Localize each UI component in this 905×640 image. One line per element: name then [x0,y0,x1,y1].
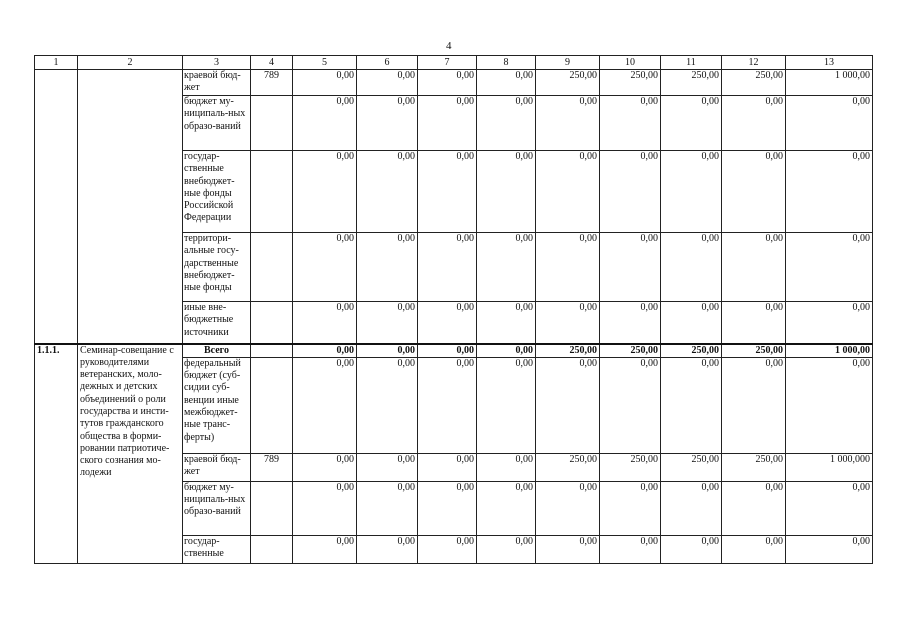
row-name-cell [78,70,183,344]
value-cell: 0,00 [600,481,661,535]
value-cell: 250,00 [661,344,722,358]
row-number-cell [35,70,78,344]
value-cell: 0,00 [786,151,873,233]
value-cell: 0,00 [786,96,873,151]
value-cell: 0,00 [722,151,786,233]
value-cell: 0,00 [600,151,661,233]
value-cell: 0,00 [661,481,722,535]
value-cell: 0,00 [661,357,722,453]
col-header: 5 [293,56,357,70]
value-cell: 0,00 [357,151,418,233]
value-cell: 0,00 [661,233,722,302]
value-cell: 0,00 [357,302,418,344]
value-cell: 0,00 [357,344,418,358]
value-cell: 0,00 [722,357,786,453]
value-cell: 0,00 [418,302,477,344]
value-cell: 0,00 [477,70,536,96]
value-cell: 0,00 [661,96,722,151]
value-cell: 250,00 [661,453,722,481]
budget-code: 789 [251,453,293,481]
col-header: 10 [600,56,661,70]
value-cell: 250,00 [600,70,661,96]
value-cell: 0,00 [418,453,477,481]
col-header: 8 [477,56,536,70]
col-header: 3 [183,56,251,70]
funding-source: территори-альные госу-дарственные внебюджет-ные фонды [183,233,251,302]
value-cell: 0,00 [293,481,357,535]
value-cell: 0,00 [357,70,418,96]
value-cell: 0,00 [477,535,536,563]
col-header: 6 [357,56,418,70]
budget-code [251,481,293,535]
value-cell: 0,00 [293,344,357,358]
funding-source: государ-ственные [183,535,251,563]
value-cell: 0,00 [293,357,357,453]
value-cell: 0,00 [357,233,418,302]
row-number-cell: 1.1.1. [35,344,78,564]
value-cell: 250,00 [661,70,722,96]
value-cell: 0,00 [477,96,536,151]
table-row-total [35,344,873,358]
value-cell: 0,00 [293,302,357,344]
funding-source: иные вне-бюджетные источники [183,302,251,344]
value-cell: 0,00 [661,535,722,563]
value-cell: 0,00 [418,357,477,453]
budget-code [251,357,293,453]
value-cell: 250,00 [536,70,600,96]
value-cell: 0,00 [477,481,536,535]
value-cell: 0,00 [722,302,786,344]
budget-table [34,55,873,564]
value-cell: 1 000,00 [786,344,873,358]
value-cell: 250,00 [722,453,786,481]
funding-source: бюджет му-ниципаль-ных образо-ваний [183,481,251,535]
value-cell: 0,00 [536,151,600,233]
value-cell: 0,00 [477,151,536,233]
value-cell: 0,00 [357,453,418,481]
col-header: 9 [536,56,600,70]
value-cell: 0,00 [357,96,418,151]
header-row [35,56,873,70]
value-cell: 0,00 [293,233,357,302]
budget-code [251,96,293,151]
value-cell: 0,00 [600,96,661,151]
value-cell: 0,00 [600,302,661,344]
value-cell: 1 000,000 [786,453,873,481]
budget-code: 789 [251,70,293,96]
value-cell: 0,00 [418,233,477,302]
value-cell: 0,00 [418,96,477,151]
funding-source: государ-ственные внебюджет-ные фонды Российской Федерации [183,151,251,233]
funding-source: краевой бюд-жет [183,453,251,481]
value-cell: 0,00 [722,535,786,563]
value-cell: 0,00 [722,96,786,151]
value-cell: 0,00 [477,344,536,358]
value-cell: 0,00 [786,357,873,453]
budget-code [251,535,293,563]
value-cell: 0,00 [418,344,477,358]
value-cell: 0,00 [600,233,661,302]
value-cell: 0,00 [418,151,477,233]
value-cell: 0,00 [786,535,873,563]
budget-code [251,344,293,358]
value-cell: 0,00 [536,357,600,453]
value-cell: 0,00 [600,535,661,563]
funding-source: федеральный бюджет (суб-сидии суб-венции иные межбюджет-ные транс-ферты) [183,357,251,453]
table-row [35,70,873,96]
value-cell: 0,00 [357,357,418,453]
col-header: 11 [661,56,722,70]
value-cell: 0,00 [357,481,418,535]
value-cell: 0,00 [293,96,357,151]
value-cell: 0,00 [536,233,600,302]
value-cell: 0,00 [477,302,536,344]
funding-source: Всего [183,344,251,358]
value-cell: 250,00 [600,453,661,481]
value-cell: 250,00 [722,70,786,96]
row-name-cell: Семинар-совещание с руководителями ветеранских, моло-дежных и детских объединений о роли государства и инсти-тутов гражданского общества в форми-ровании патриотиче-ского сознания мо-лодежи [78,344,183,564]
value-cell: 0,00 [418,481,477,535]
col-header: 1 [35,56,78,70]
col-header: 4 [251,56,293,70]
value-cell: 0,00 [536,96,600,151]
value-cell: 250,00 [722,344,786,358]
value-cell: 0,00 [293,151,357,233]
value-cell: 0,00 [293,70,357,96]
value-cell: 0,00 [786,302,873,344]
col-header: 7 [418,56,477,70]
value-cell: 250,00 [600,344,661,358]
value-cell: 0,00 [477,453,536,481]
value-cell: 0,00 [536,481,600,535]
col-header: 12 [722,56,786,70]
value-cell: 250,00 [536,453,600,481]
value-cell: 0,00 [536,535,600,563]
value-cell: 0,00 [293,535,357,563]
value-cell: 0,00 [357,535,418,563]
value-cell: 1 000,00 [786,70,873,96]
budget-code [251,151,293,233]
value-cell: 0,00 [661,151,722,233]
value-cell: 0,00 [661,302,722,344]
value-cell: 0,00 [536,302,600,344]
value-cell: 0,00 [722,481,786,535]
col-header: 2 [78,56,183,70]
value-cell: 0,00 [418,535,477,563]
funding-source: бюджет му-ниципаль-ных образо-ваний [183,96,251,151]
budget-code [251,302,293,344]
value-cell: 0,00 [722,233,786,302]
funding-source: краевой бюд-жет [183,70,251,96]
budget-code [251,233,293,302]
value-cell: 0,00 [600,357,661,453]
value-cell: 0,00 [477,357,536,453]
value-cell: 0,00 [477,233,536,302]
page-number: 4 [446,40,452,52]
value-cell: 0,00 [418,70,477,96]
value-cell: 0,00 [293,453,357,481]
value-cell: 0,00 [786,233,873,302]
col-header: 13 [786,56,873,70]
value-cell: 250,00 [536,344,600,358]
value-cell: 0,00 [786,481,873,535]
